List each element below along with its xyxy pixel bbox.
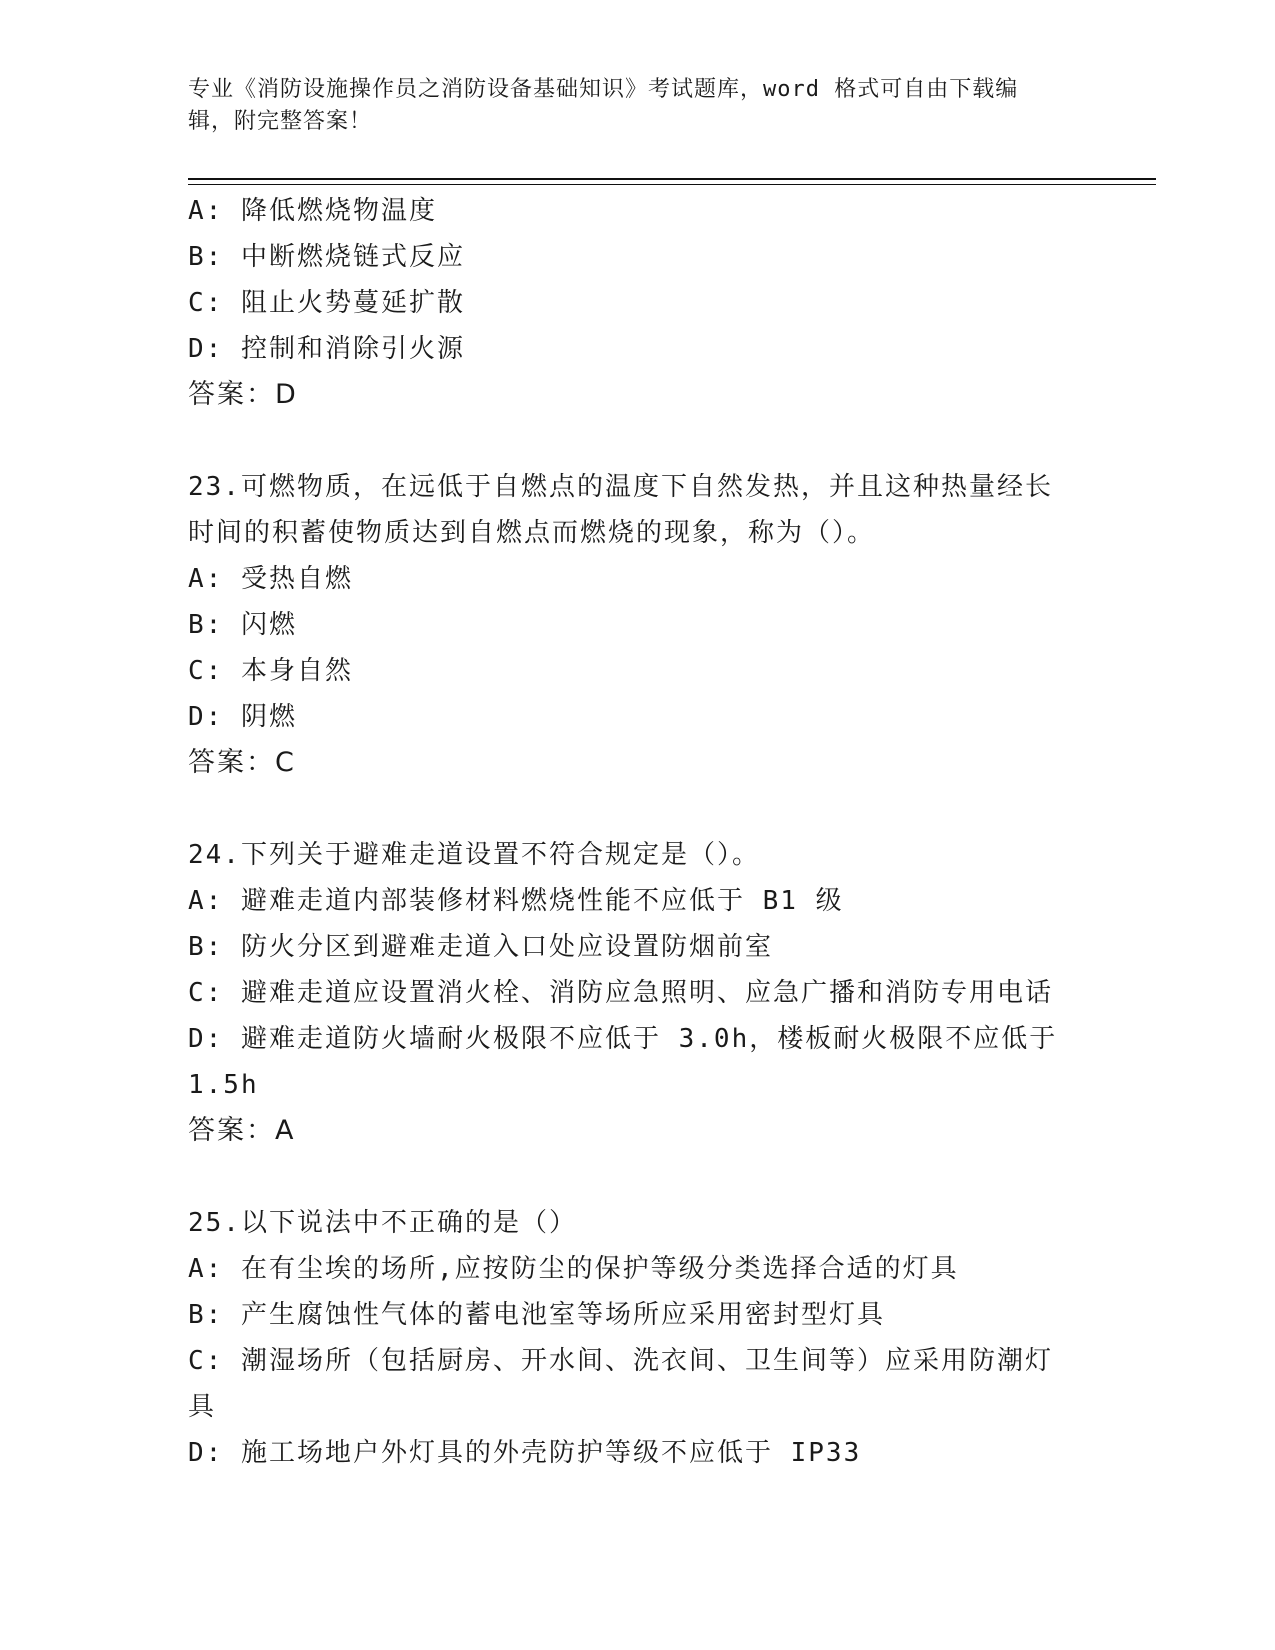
header-title-line-1: 专业《消防设施操作员之消防设备基础知识》考试题库，word 格式可自由下载编 [188,77,1019,102]
question-stem-line-1: 23.可燃物质，在远低于自燃点的温度下自然发热，并且这种热量经长 [188,472,1053,502]
option-c: C: 本身自然 [188,656,353,686]
option-a: A: 受热自燃 [188,564,353,594]
question-22 [188,188,1088,418]
option-a: A: 降低燃烧物温度 [188,196,437,226]
answer: 答案：C [188,747,296,778]
option-d: D: 避难走道防火墙耐火极限不应低于 3.0h，楼板耐火极限不应低于 [188,1024,1058,1054]
header-rule-thin [188,184,1156,185]
option-c: C: 阻止火势蔓延扩散 [188,288,465,318]
answer: 答案：A [188,1115,296,1146]
option-c: C: 潮湿场所（包括厨房、开水间、洗衣间、卫生间等）应采用防潮灯 [188,1346,1053,1376]
option-b: B: 闪燃 [188,610,297,640]
option-d-continued: 1.5h [188,1070,259,1100]
option-d: D: 施工场地户外灯具的外壳防护等级不应低于 IP33 [188,1438,862,1468]
document-header [188,74,1068,138]
option-a: A: 避难走道内部装修材料燃烧性能不应低于 B1 级 [188,886,844,916]
header-rule-thick [188,178,1156,180]
question-23 [188,464,1088,786]
option-c-continued: 具 [188,1392,217,1422]
document-body [188,188,1088,1476]
question-stem: 25.以下说法中不正确的是（） [188,1208,577,1238]
option-d: D: 阴燃 [188,702,297,732]
answer: 答案：D [188,379,298,410]
option-d: D: 控制和消除引火源 [188,334,465,364]
option-b: B: 中断燃烧链式反应 [188,242,465,272]
option-b: B: 产生腐蚀性气体的蓄电池室等场所应采用密封型灯具 [188,1300,885,1330]
option-a: A: 在有尘埃的场所,应按防尘的保护等级分类选择合适的灯具 [188,1254,959,1284]
option-c: C: 避难走道应设置消火栓、消防应急照明、应急广播和消防专用电话 [188,978,1053,1008]
question-24 [188,832,1088,1154]
header-title-line-2: 辑，附完整答案！ [188,109,373,134]
question-25 [188,1200,1088,1476]
question-stem-line-2: 时间的积蓄使物质达到自燃点而燃烧的现象，称为（）。 [188,518,876,548]
question-stem: 24.下列关于避难走道设置不符合规定是（）。 [188,840,760,870]
option-b: B: 防火分区到避难走道入口处应设置防烟前室 [188,932,773,962]
